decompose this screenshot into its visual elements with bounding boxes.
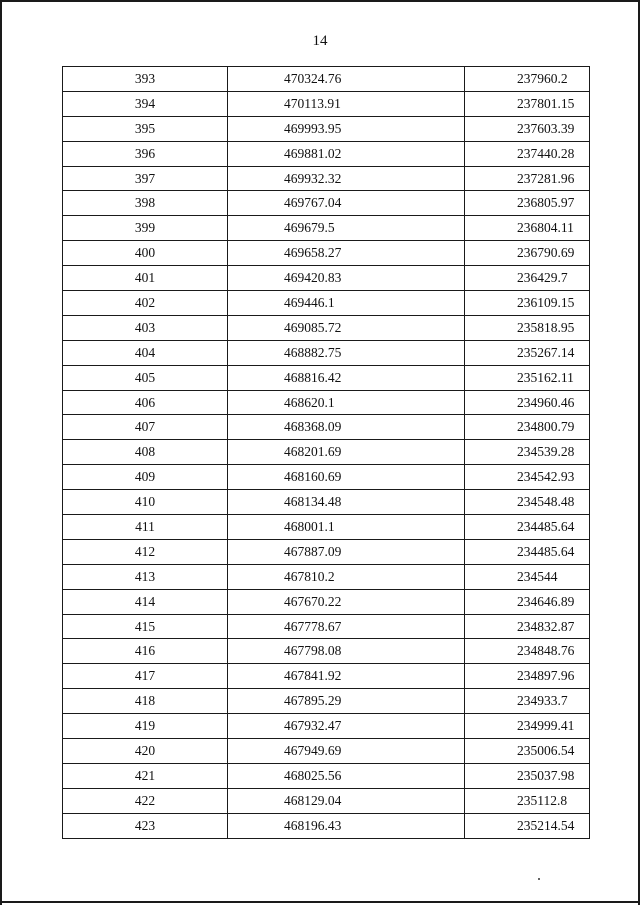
table-row	[63, 813, 590, 838]
x-coordinate-cell: 467670.22	[228, 589, 465, 614]
x-coordinate-cell: 470113.91	[228, 91, 465, 116]
x-coordinate-cell: 468001.1	[228, 515, 465, 540]
table-row	[63, 315, 590, 340]
table-row	[63, 390, 590, 415]
x-coordinate-cell: 469679.5	[228, 216, 465, 241]
y-coordinate-cell: 237801.15	[465, 91, 590, 116]
table-row	[63, 116, 590, 141]
scan-speck	[538, 878, 540, 880]
table-row	[63, 415, 590, 440]
x-coordinate-cell: 468620.1	[228, 390, 465, 415]
point-number-cell: 395	[63, 116, 228, 141]
table-row	[63, 216, 590, 241]
table-row	[63, 564, 590, 589]
point-number-cell: 403	[63, 315, 228, 340]
point-number-cell: 413	[63, 564, 228, 589]
x-coordinate-cell: 468160.69	[228, 465, 465, 490]
table-row	[63, 191, 590, 216]
y-coordinate-cell: 234800.79	[465, 415, 590, 440]
x-coordinate-cell: 467949.69	[228, 739, 465, 764]
table-row	[63, 539, 590, 564]
x-coordinate-cell: 468129.04	[228, 788, 465, 813]
x-coordinate-cell: 469993.95	[228, 116, 465, 141]
table-row	[63, 91, 590, 116]
point-number-cell: 393	[63, 67, 228, 92]
point-number-cell: 394	[63, 91, 228, 116]
x-coordinate-cell: 469767.04	[228, 191, 465, 216]
scan-border-bottom	[0, 901, 640, 903]
y-coordinate-cell: 235112.8	[465, 788, 590, 813]
y-coordinate-cell: 234999.41	[465, 714, 590, 739]
table-row	[63, 639, 590, 664]
scan-border-top	[0, 0, 640, 2]
table-row	[63, 490, 590, 515]
y-coordinate-cell: 236429.7	[465, 266, 590, 291]
y-coordinate-cell: 235006.54	[465, 739, 590, 764]
table-row	[63, 515, 590, 540]
y-coordinate-cell: 234485.64	[465, 539, 590, 564]
y-coordinate-cell: 236804.11	[465, 216, 590, 241]
x-coordinate-cell: 468025.56	[228, 763, 465, 788]
table-row	[63, 589, 590, 614]
x-coordinate-cell: 467932.47	[228, 714, 465, 739]
point-number-cell: 415	[63, 614, 228, 639]
point-number-cell: 406	[63, 390, 228, 415]
y-coordinate-cell: 234933.7	[465, 689, 590, 714]
point-number-cell: 402	[63, 291, 228, 316]
y-coordinate-cell: 235162.11	[465, 365, 590, 390]
page-number: 14	[312, 33, 328, 49]
x-coordinate-cell: 468816.42	[228, 365, 465, 390]
table-row	[63, 465, 590, 490]
point-number-cell: 409	[63, 465, 228, 490]
x-coordinate-cell: 468882.75	[228, 340, 465, 365]
x-coordinate-cell: 469658.27	[228, 241, 465, 266]
point-number-cell: 421	[63, 763, 228, 788]
point-number-cell: 417	[63, 664, 228, 689]
x-coordinate-cell: 467895.29	[228, 689, 465, 714]
point-number-cell: 412	[63, 539, 228, 564]
x-coordinate-cell: 468134.48	[228, 490, 465, 515]
table-row	[63, 291, 590, 316]
x-coordinate-cell: 469932.32	[228, 166, 465, 191]
table-row	[63, 266, 590, 291]
y-coordinate-cell: 235214.54	[465, 813, 590, 838]
y-coordinate-cell: 234960.46	[465, 390, 590, 415]
point-number-cell: 414	[63, 589, 228, 614]
table-row	[63, 689, 590, 714]
point-number-cell: 423	[63, 813, 228, 838]
point-number-cell: 416	[63, 639, 228, 664]
point-number-cell: 396	[63, 141, 228, 166]
x-coordinate-cell: 467810.2	[228, 564, 465, 589]
y-coordinate-cell: 237440.28	[465, 141, 590, 166]
table-row	[63, 67, 590, 92]
x-coordinate-cell: 467798.08	[228, 639, 465, 664]
y-coordinate-cell: 237603.39	[465, 116, 590, 141]
scan-border-left	[0, 0, 2, 905]
y-coordinate-cell: 237960.2	[465, 67, 590, 92]
y-coordinate-cell: 237281.96	[465, 166, 590, 191]
table-row	[63, 166, 590, 191]
y-coordinate-cell: 234548.48	[465, 490, 590, 515]
point-number-cell: 410	[63, 490, 228, 515]
point-number-cell: 399	[63, 216, 228, 241]
table-row	[63, 614, 590, 639]
x-coordinate-cell: 469420.83	[228, 266, 465, 291]
y-coordinate-cell: 235037.98	[465, 763, 590, 788]
point-number-cell: 419	[63, 714, 228, 739]
point-number-cell: 411	[63, 515, 228, 540]
y-coordinate-cell: 234897.96	[465, 664, 590, 689]
y-coordinate-cell: 235818.95	[465, 315, 590, 340]
point-number-cell: 422	[63, 788, 228, 813]
x-coordinate-cell: 468201.69	[228, 440, 465, 465]
table-row	[63, 365, 590, 390]
point-number-cell: 407	[63, 415, 228, 440]
x-coordinate-cell: 468368.09	[228, 415, 465, 440]
y-coordinate-cell: 234544	[465, 564, 590, 589]
table-row	[63, 440, 590, 465]
point-number-cell: 418	[63, 689, 228, 714]
y-coordinate-cell: 234848.76	[465, 639, 590, 664]
coordinates-table	[62, 66, 590, 839]
x-coordinate-cell: 469881.02	[228, 141, 465, 166]
table-row	[63, 739, 590, 764]
point-number-cell: 397	[63, 166, 228, 191]
table-row	[63, 141, 590, 166]
table-row	[63, 788, 590, 813]
point-number-cell: 408	[63, 440, 228, 465]
y-coordinate-cell: 234485.64	[465, 515, 590, 540]
y-coordinate-cell: 234542.93	[465, 465, 590, 490]
y-coordinate-cell: 234832.87	[465, 614, 590, 639]
y-coordinate-cell: 236790.69	[465, 241, 590, 266]
point-number-cell: 404	[63, 340, 228, 365]
point-number-cell: 400	[63, 241, 228, 266]
x-coordinate-cell: 467841.92	[228, 664, 465, 689]
table-row	[63, 714, 590, 739]
coordinates-table-body	[63, 67, 590, 839]
point-number-cell: 405	[63, 365, 228, 390]
y-coordinate-cell: 236805.97	[465, 191, 590, 216]
x-coordinate-cell: 468196.43	[228, 813, 465, 838]
table-row	[63, 241, 590, 266]
point-number-cell: 420	[63, 739, 228, 764]
y-coordinate-cell: 235267.14	[465, 340, 590, 365]
y-coordinate-cell: 234539.28	[465, 440, 590, 465]
table-row	[63, 340, 590, 365]
table-row	[63, 763, 590, 788]
x-coordinate-cell: 467778.67	[228, 614, 465, 639]
y-coordinate-cell: 236109.15	[465, 291, 590, 316]
point-number-cell: 398	[63, 191, 228, 216]
x-coordinate-cell: 469446.1	[228, 291, 465, 316]
table-row	[63, 664, 590, 689]
y-coordinate-cell: 234646.89	[465, 589, 590, 614]
point-number-cell: 401	[63, 266, 228, 291]
x-coordinate-cell: 467887.09	[228, 539, 465, 564]
x-coordinate-cell: 470324.76	[228, 67, 465, 92]
x-coordinate-cell: 469085.72	[228, 315, 465, 340]
